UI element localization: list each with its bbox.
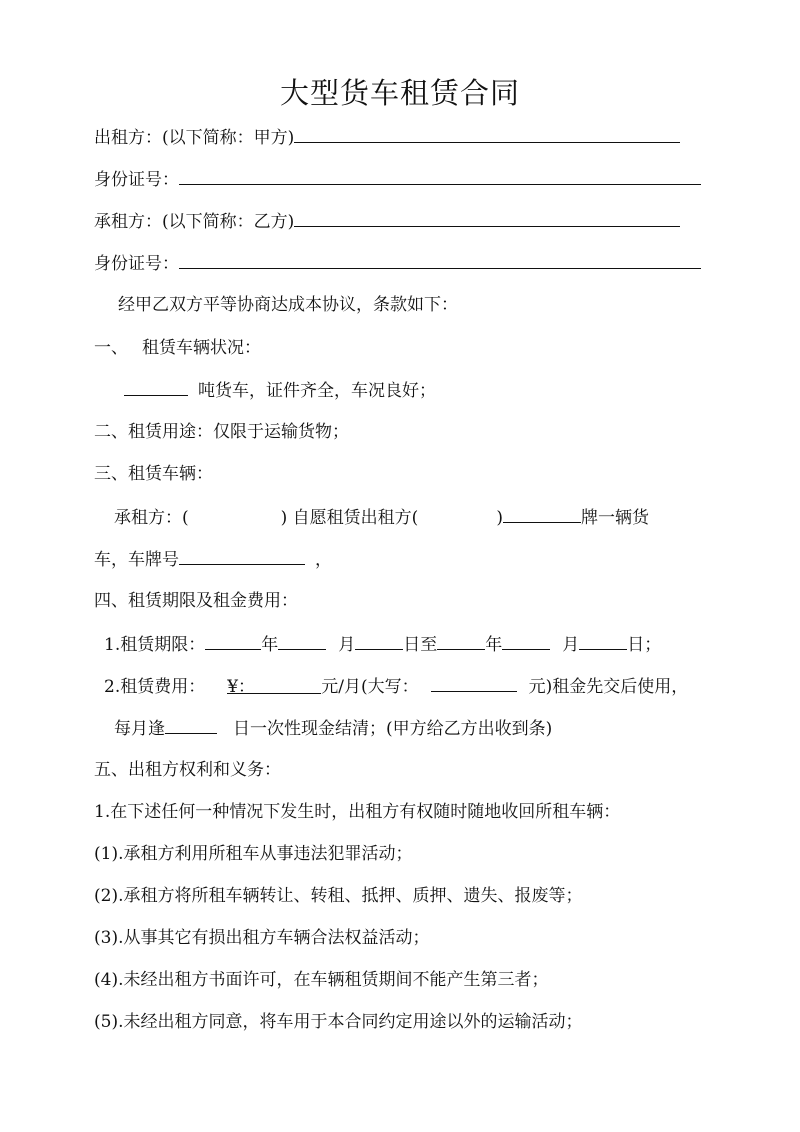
plate-label: 车，车牌号: [94, 550, 179, 570]
start-year-blank: [205, 632, 261, 650]
tonnage-blank: [124, 378, 188, 396]
brand-suffix: 牌一辆货: [580, 508, 649, 528]
section-1-title: 租赁车辆状况：: [142, 338, 261, 358]
payment-day-line: [114, 716, 552, 740]
section-5-item: (4).未经出租方书面许可，在车辆租赁期间不能产生第三者；: [94, 970, 549, 990]
end-year-unit: 年: [485, 635, 503, 655]
section-5-item: (3).从事其它有损出租方车辆合法权益活动；: [94, 928, 430, 948]
lessor-line: [94, 125, 680, 149]
section-5-item: (1).承租方利用所租车从事违法犯罪活动；: [94, 844, 413, 864]
payment-day-label: 每月逢: [114, 719, 165, 739]
day-to-text: 日至: [403, 635, 438, 655]
section-3-heading: 三、租赁车辆：: [94, 464, 213, 484]
end-month-blank: [502, 632, 550, 650]
lease-period-label: 1.租赁期限：: [104, 635, 206, 655]
amount-blank: [227, 676, 321, 697]
rent-prepay-text: 元)租金先交后使用，: [528, 677, 689, 697]
id2-label: 身份证号：: [94, 254, 179, 274]
payment-day-blank: [165, 716, 217, 734]
end-year-blank: [437, 632, 485, 650]
section-1-text: 吨货车，证件齐全，车况良好；: [198, 381, 436, 401]
start-month-blank: [278, 632, 326, 650]
lessee-line: [94, 209, 680, 233]
section-1-body: [124, 378, 436, 402]
lessor-close-paren: ): [496, 508, 503, 528]
end-day-blank: [579, 632, 627, 650]
id2-line: [94, 251, 701, 275]
lessor-label: 出租方：(以下简称：甲方): [94, 128, 295, 148]
section-1-number: 一、: [94, 338, 128, 358]
lessee-blank: [294, 209, 680, 227]
start-year-unit: 年: [261, 635, 279, 655]
payment-day-text: 日一次性现金结清；(甲方给乙方出收到条): [233, 719, 553, 739]
intro-text: 经甲乙双方平等协商达成本协议，条款如下：: [118, 295, 458, 315]
brand-blank: [503, 505, 581, 523]
section-5-item: (2).承租方将所租车辆转让、转租、抵押、质押、遗失、报废等；: [94, 886, 583, 906]
id1-line: [94, 167, 701, 191]
lease-fee-line: [104, 674, 688, 698]
lessee-open-paren: 承租方：(: [114, 508, 189, 528]
per-month-text: 元/月(大写：: [321, 677, 419, 697]
section-1-heading: [94, 337, 261, 359]
section-4-heading: 四、租赁期限及租金费用：: [94, 591, 298, 611]
plate-comma: ，: [315, 550, 332, 570]
lessee-label: 承租方：(以下简称：乙方): [94, 212, 295, 232]
end-month-unit: 月: [562, 635, 580, 655]
lease-fee-label: 2.租赁费用：: [104, 677, 206, 697]
section-5-item: (5).未经出租方同意，将车用于本合同约定用途以外的运输活动；: [94, 1012, 583, 1032]
document-title: 大型货车租赁合同: [279, 76, 520, 110]
section-2-heading: 二、租赁用途：仅限于运输货物；: [94, 422, 349, 442]
id1-blank: [179, 167, 701, 185]
lease-period-line: [104, 632, 661, 656]
end-day-unit: 日；: [627, 635, 662, 655]
lessor-mid-text: ) 自愿租赁出租方(: [280, 508, 419, 528]
section-3-line-2: [94, 547, 332, 571]
section-5-heading: 五、出租方权利和义务：: [94, 760, 281, 780]
id1-label: 身份证号：: [94, 170, 179, 190]
plate-blank: [179, 547, 305, 565]
start-month-unit: 月: [338, 635, 356, 655]
id2-blank: [179, 251, 701, 269]
start-day-blank: [355, 632, 403, 650]
amount-words-blank: [431, 674, 517, 692]
lessor-blank: [294, 125, 680, 143]
yen-sign: ¥：: [227, 677, 256, 697]
section-5-paragraph-1: 1.在下述任何一种情况下发生时，出租方有权随时随地收回所租车辆：: [94, 802, 621, 822]
section-3-line-1: [114, 505, 649, 529]
